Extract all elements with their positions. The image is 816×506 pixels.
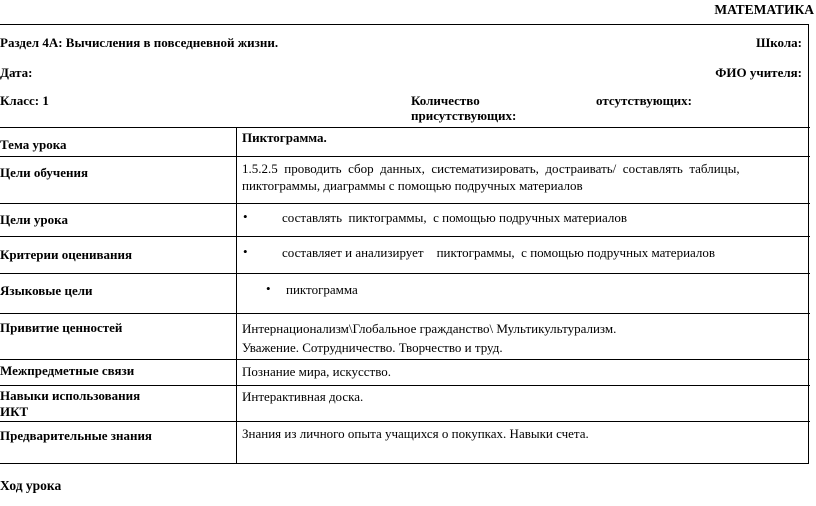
row-divider: [0, 273, 810, 274]
bullet-icon: •: [243, 244, 248, 259]
absent-label: отсутствующих:: [596, 93, 692, 108]
row-divider: [0, 313, 810, 314]
row-label: Цели обучения: [0, 165, 89, 180]
column-divider: [236, 127, 237, 464]
row-label: Тема урока: [0, 137, 67, 152]
row-label: Межпредметные связи: [0, 363, 135, 378]
date-label: Дата:: [0, 65, 33, 80]
row-label: Навыки использования: [0, 388, 141, 403]
class-label: Класс: 1: [0, 93, 49, 108]
row-content: Интерактивная доска.: [242, 389, 364, 404]
row-label: Цели урока: [0, 212, 68, 227]
row-divider: [0, 156, 810, 157]
row-divider: [0, 359, 810, 360]
row-label: Языковые цели: [0, 283, 93, 298]
row-content: Пиктограмма.: [242, 130, 327, 145]
row-divider: [0, 127, 810, 128]
present-label-2: присутствующих:: [411, 108, 517, 123]
bullet-icon: •: [243, 209, 248, 224]
row-label: Привитие ценностей: [0, 320, 123, 335]
subject-title: МАТЕМАТИКА: [714, 2, 814, 17]
row-label: Критерии оценивания: [0, 247, 133, 262]
row-content: Интернационализм\Глобальное гражданство\ Мультикультурализм.: [242, 321, 617, 336]
row-divider: [0, 421, 810, 422]
row-content: Уважение. Сотрудничество. Творчество и труд.: [242, 340, 503, 355]
bullet-icon: •: [266, 281, 271, 296]
row-content: пиктограммы, диаграммы с помощью подручных материалов: [242, 178, 583, 193]
teacher-label: ФИО учителя:: [715, 65, 802, 80]
lesson-course-heading: Ход урока: [0, 478, 62, 493]
school-label: Школа:: [755, 35, 802, 50]
row-content: пиктограмма: [286, 282, 358, 297]
section-title: Раздел 4А: Вычисления в повседневной жизни.: [0, 35, 279, 50]
row-divider: [0, 236, 810, 237]
row-divider: [0, 385, 810, 386]
row-content: 1.5.2.5 проводить сбор данных, систематизировать, достраивать/ составлять таблицы,: [242, 161, 740, 176]
row-divider: [0, 203, 810, 204]
row-content: составляет и анализирует пиктограммы, с помощью подручных материалов: [282, 245, 716, 260]
row-content: Познание мира, искусство.: [242, 364, 392, 379]
row-content: Знания из личного опыта учащихся о покупках. Навыки счета.: [242, 426, 589, 441]
row-content: составлять пиктограммы, с помощью подручных материалов: [282, 210, 627, 225]
present-label: Количество: [411, 93, 480, 108]
row-label: Предварительные знания: [0, 428, 152, 443]
row-label: ИКТ: [0, 404, 29, 419]
